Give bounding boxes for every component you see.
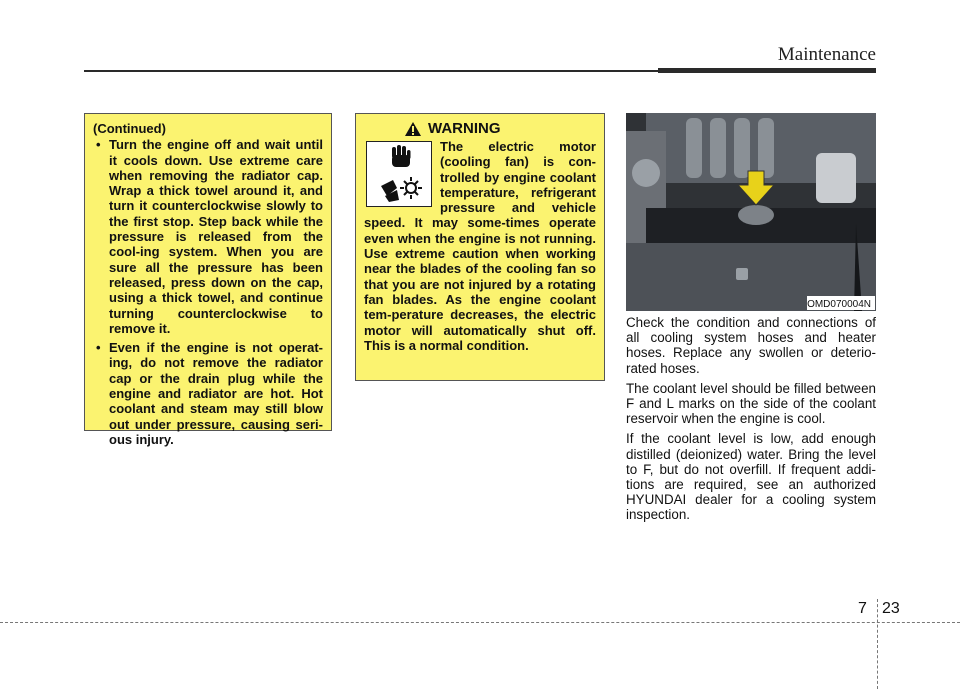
warning-box bbox=[355, 113, 605, 381]
page-number: 23 bbox=[882, 600, 900, 617]
warning-triangle-icon bbox=[404, 121, 422, 137]
stop-hand-icon bbox=[392, 145, 411, 167]
figure-code: OMD070004N bbox=[807, 299, 871, 310]
paragraph-coolant-level: The coolant level should be filled between F and L marks on the side of the coolant reservoir when the engine is cool. bbox=[626, 380, 876, 427]
paragraph-hoses: Check the condition and connections of all cooling system hoses and heater hoses. Replace any swollen or deterio-rated hoses. bbox=[626, 315, 876, 376]
header-rule-accent bbox=[658, 68, 876, 73]
caution-bullet-1: • Turn the engine off and wait until it cools down. Use extreme care when removing the radiator cap. Wrap a thick towel around it, and turn it counterclockwise slowly to the first stop. Step back while the pressure is released from the cool-ing system. When you are sure all the pressure has been released, press down on the cap, using a thick towel, and continue turning counterclockwise to remove it. bbox=[93, 137, 323, 336]
footer-rule bbox=[0, 622, 960, 623]
engine-coolant-photo bbox=[626, 113, 876, 311]
coolant-instructions bbox=[626, 315, 876, 528]
caution-bullet-list bbox=[93, 137, 323, 447]
caution-bullet-2: • Even if the engine is not operat-ing, do not remove the radiator cap or the drain plug while the engine and radiator are hot. Hot coolant and steam may still blow out under pressure, causing seri-ous injury. bbox=[93, 340, 323, 447]
paragraph-low-coolant: If the coolant level is low, add enough distilled (deionized) water. Bring the level to F, but do not overfill. If frequent addi-tions are required, see an authorized HYUNDAI dealer for a cooling system inspection. bbox=[626, 431, 876, 523]
warning-text: The electric motor (cooling fan) is con-trolled by engine coolant temperature, refrigerant pressure and vehicle speed. It may some-times operate even when the engine is not running. Use extreme caution when working near the blades of the cooling fan so that you are not injured by a rotating fan blades. As the engine coolant tem-perature decreases, the electric motor will automatically shut off. This is a normal condition. bbox=[364, 139, 596, 353]
continued-heading: (Continued) bbox=[93, 121, 166, 136]
section-number: 7 bbox=[858, 600, 867, 617]
warning-title-row bbox=[404, 120, 596, 137]
warning-title: WARNING bbox=[428, 120, 501, 137]
fan-hazard-icon bbox=[381, 177, 422, 202]
fan-hazard-pictogram bbox=[366, 141, 432, 207]
page-section-title: Maintenance bbox=[777, 44, 876, 65]
footer-divider bbox=[877, 599, 878, 689]
continued-caution-box bbox=[84, 113, 332, 447]
